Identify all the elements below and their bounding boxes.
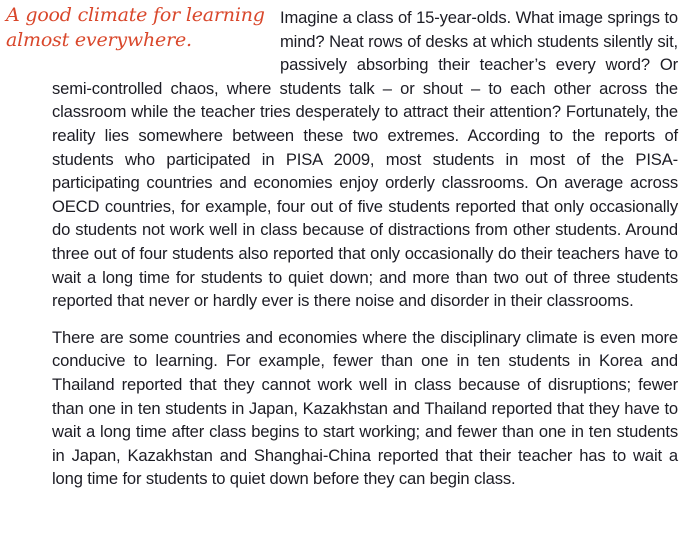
title-float-spacer (52, 6, 280, 74)
paragraph-1: Imagine a class of 15-year-olds. What image springs to mind? Neat rows of desks at which students silently sit, passively absorbing their teacher’s every word? Or semi-controlled chaos, where students talk – or shout – to each other across the classroom while the teacher tries desperately to attract their attention? Fortunately, the reality lies somewhere between these two extremes. According to the reports of students who participated in PISA 2009, most students in most of the PISA-participating countries and economies enjoy orderly classrooms. On average across OECD countries, for example, four out of five students reported that only occasionally do students not work well in class because of distractions from other students. Around three out of four students also reported that only occasionally do their teachers have to wait a long time for students to quiet down; and more than two out of three students reported that never or hardly ever is there noise and disorder in their classrooms. (52, 8, 678, 311)
body-text-column (52, 6, 678, 491)
sidebar-title: A good climate for learning almost everywhere. (6, 4, 265, 51)
paragraph-2: There are some countries and economies where the disciplinary climate is even more conducive to learning. For example, fewer than one in ten students in Korea and Thailand reported that they cannot work well in class because of disruptions; fewer than one in ten students in Japan, Kazakhstan and Thailand reported that they have to wait a long time after class begins to start working; and fewer than one in ten students in Japan, Kazakhstan and Shanghai-China reported that their teacher has to wait a long time for students to quiet down before they can begin class. (52, 327, 678, 489)
